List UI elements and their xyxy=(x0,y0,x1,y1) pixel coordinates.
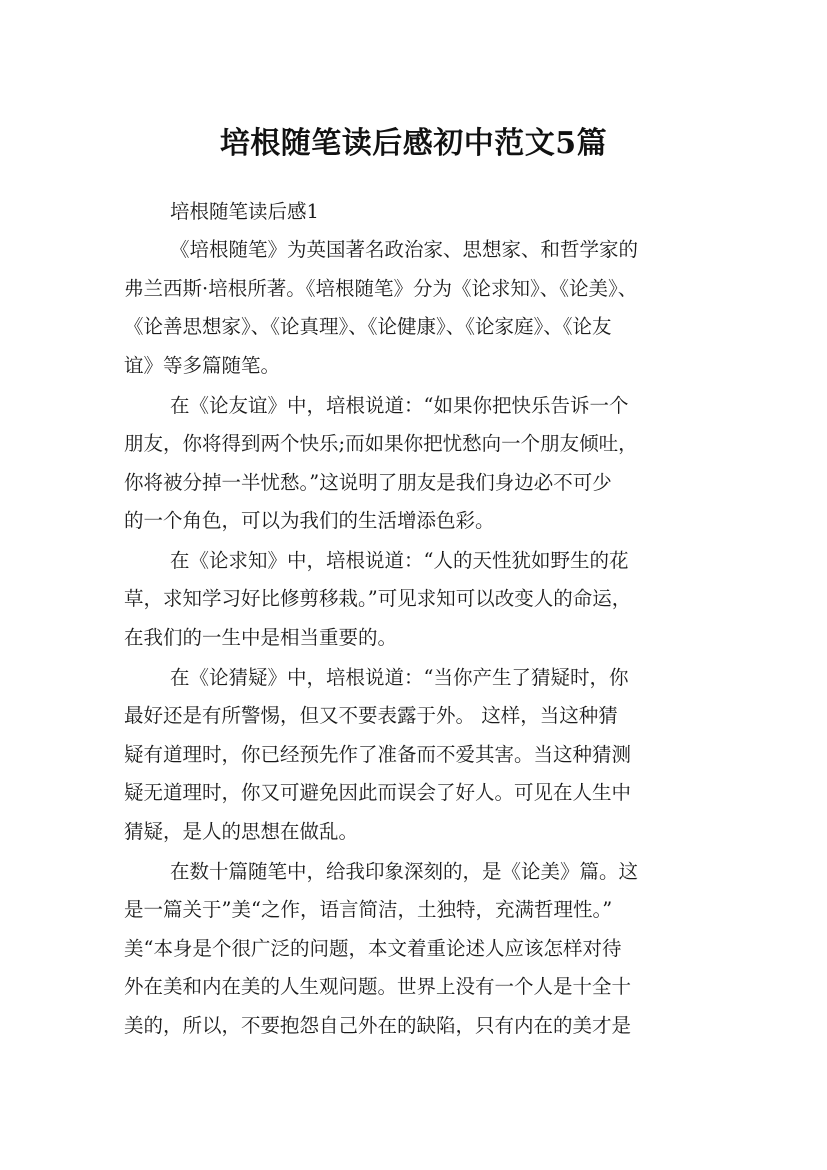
paragraph-line: 在我们的一生中是相当重要的。 xyxy=(124,626,398,649)
paragraph-line: 在《论求知》中，培根说道：“人的天性犹如野生的花 xyxy=(170,549,629,572)
paragraph-line: 的一个角色，可以为我们的生活增添色彩。 xyxy=(124,509,495,532)
paragraph-line: 你将被分掉一半忧愁。”这说明了朋友是我们身边必不可少 xyxy=(124,471,612,494)
paragraph-line: 疑无道理时，你又可避免因此而误会了好人。可见在人生中 xyxy=(124,781,632,804)
paragraph-line: 《论善思想家》、《论真理》、《论健康》、《论家庭》、《论友 xyxy=(124,315,612,338)
paragraph-line: 草，求知学习好比修剪移栽。”可见求知可以改变人的命运， xyxy=(124,587,632,610)
paragraph-line: 朋友，你将得到两个快乐;而如果你把忧愁向一个朋友倾吐， xyxy=(124,432,638,455)
paragraph-line: 谊》等多篇随笔。 xyxy=(124,354,281,377)
paragraph-line: 猜疑，是人的思想在做乱。 xyxy=(124,820,359,843)
paragraph-line: 《培根随笔》为英国著名政治家、思想家、和哲学家的 xyxy=(170,238,639,261)
paragraph-line: 在数十篇随笔中，给我印象深刻的，是《论美》篇。这 xyxy=(170,860,639,883)
paragraph-line: 弗兰西斯·培根所著。《培根随笔》分为《论求知》、《论美》、 xyxy=(124,277,638,300)
paragraph-line: 外在美和内在美的人生观问题。世界上没有一个人是十全十 xyxy=(124,975,632,998)
paragraph-line: 疑有道理时，你已经预先作了准备而不爱其害。当这种猜测 xyxy=(124,743,632,766)
paragraph-line: 美“本身是个很广泛的问题，本文着重论述人应该怎样对待 xyxy=(124,937,622,960)
paragraph-line: 是一篇关于”美“之作，语言简洁，土独特，充满哲理性。” xyxy=(124,898,613,921)
paragraph-line: 在《论猜疑》中，培根说道：“当你产生了猜疑时，你 xyxy=(170,666,629,689)
paragraph-line: 在《论友谊》中，培根说道：“如果你把快乐告诉一个 xyxy=(170,394,629,417)
paragraph-line: 美的，所以，不要抱怨自己外在的缺陷，只有内在的美才是 xyxy=(124,1014,632,1037)
paragraph-line: 最好还是有所警惕，但又不要表露于外。 这样，当这种猜 xyxy=(124,704,618,727)
document-title: 培根随笔读后感初中范文5篇 xyxy=(219,126,608,162)
section-heading: 培根随笔读后感1 xyxy=(170,200,319,223)
